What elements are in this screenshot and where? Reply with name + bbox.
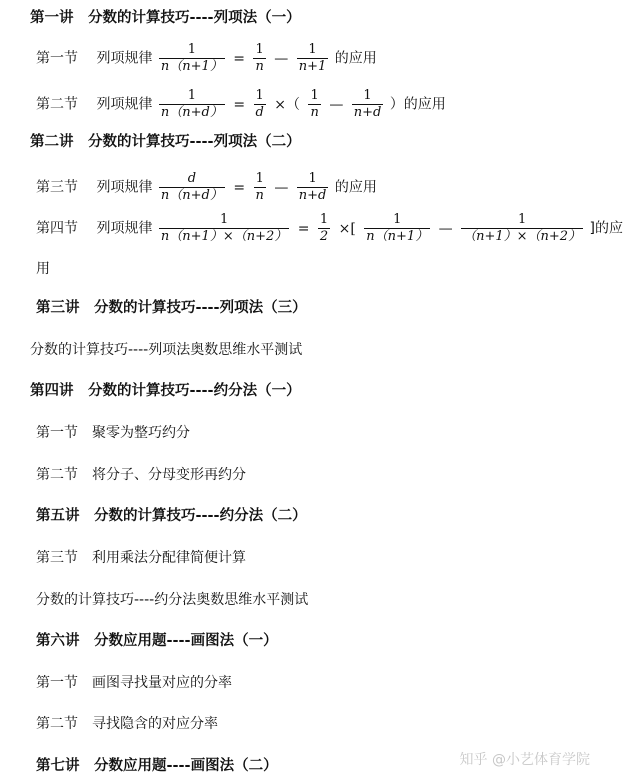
section-1-suffix: 的应用 — [334, 50, 377, 67]
section-2-rule: 列项规律 — [96, 96, 153, 113]
section-4-wrap: 用 — [36, 261, 50, 277]
test-1: 分数的计算技巧----列项法奥数思维水平测试 — [30, 342, 303, 358]
section-1-row: 第一节 列项规律 $\frac{1}{n(n+1)}$ = $\frac{1}{n}$ — $\frac{1}{n+1}$ 的应用 — [36, 42, 377, 74]
section-1-label: 第一节 — [36, 50, 78, 67]
section-4-label: 第四节 — [36, 220, 78, 237]
section-2-row: 第二节 列项规律 $\frac{1}{n(n+d)}$ = $\frac{1}{d}$ ×（ $\frac{1}{n}$ — $\frac{1}{n+d}$ ）的应用 — [36, 88, 446, 120]
lecture-4-heading: 第四讲 分数的计算技巧----约分法（一） — [30, 383, 301, 399]
section-e: 第二节 寻找隐含的对应分率 — [36, 716, 218, 732]
watermark: 知乎 @小艺体育学院 — [459, 752, 590, 768]
fraction-3-term-1: $\frac{1}{n}$ — [255, 171, 264, 203]
fraction-4: $\frac{1}{n(n+1)\times(n+2)}$ — [160, 212, 288, 244]
section-3-suffix: 的应用 — [334, 179, 377, 196]
fraction-4-coef: $\frac{1}{2}$ — [319, 212, 329, 244]
fraction-2: $\frac{1}{n(n+d)}$ — [160, 88, 223, 120]
section-3-row: 第三节 列项规律 $\frac{d}{n(n+d)}$ = $\frac{1}{n}$ — $\frac{1}{n+d}$ 的应用 — [36, 171, 377, 203]
section-4-row: 第四节 列项规律 $\frac{1}{n(n+1)\times(n+2)}$ = $\frac{1}{2}$ ×[ $\frac{1}{n(n+1)}$ — $\frac{1}{(n+1)\times(n+2)}$ ]的应 — [36, 212, 623, 244]
section-2-label: 第二节 — [36, 96, 78, 113]
section-4-suffix: ]的应 — [589, 220, 623, 237]
section-2-suffix: ）的应用 — [389, 96, 446, 113]
fraction-4-term-1: $\frac{1}{n(n+1)}$ — [366, 212, 429, 244]
lecture-3-heading: 第三讲 分数的计算技巧----列项法（三） — [36, 300, 307, 316]
fraction-3-term-2: $\frac{1}{n+d}$ — [298, 171, 327, 203]
fraction-1-term-1: $\frac{1}{n}$ — [255, 42, 264, 74]
fraction-3: $\frac{d}{n(n+d)}$ — [160, 171, 223, 203]
lecture-7-heading: 第七讲 分数应用题----画图法（二） — [36, 758, 278, 774]
fraction-1-term-2: $\frac{1}{n+1}$ — [298, 42, 327, 74]
section-1-rule: 列项规律 — [96, 50, 153, 67]
fraction-2-term-1: $\frac{1}{n}$ — [310, 88, 319, 120]
lecture-2-heading: 第二讲 分数的计算技巧----列项法（二） — [30, 134, 301, 150]
section-a: 第一节 聚零为整巧约分 — [36, 425, 190, 441]
lecture-1-heading: 第一讲 分数的计算技巧----列项法（一） — [30, 10, 301, 26]
section-d: 第一节 画图寻找量对应的分率 — [36, 675, 232, 691]
test-2: 分数的计算技巧----约分法奥数思维水平测试 — [36, 592, 309, 608]
fraction-4-term-2: $\frac{1}{(n+1)\times(n+2)}$ — [463, 212, 582, 244]
section-3-label: 第三节 — [36, 179, 78, 196]
fraction-2-term-2: $\frac{1}{n+d}$ — [353, 88, 382, 120]
fraction-1: $\frac{1}{n(n+1)}$ — [160, 42, 223, 74]
section-c: 第三节 利用乘法分配律简便计算 — [36, 550, 246, 566]
section-3-rule: 列项规律 — [96, 179, 153, 196]
section-b: 第二节 将分子、分母变形再约分 — [36, 467, 246, 483]
lecture-6-heading: 第六讲 分数应用题----画图法（一） — [36, 633, 278, 649]
lecture-5-heading: 第五讲 分数的计算技巧----约分法（二） — [36, 508, 307, 524]
fraction-2-coef: $\frac{1}{d}$ — [255, 88, 264, 120]
section-4-rule: 列项规律 — [96, 220, 153, 237]
